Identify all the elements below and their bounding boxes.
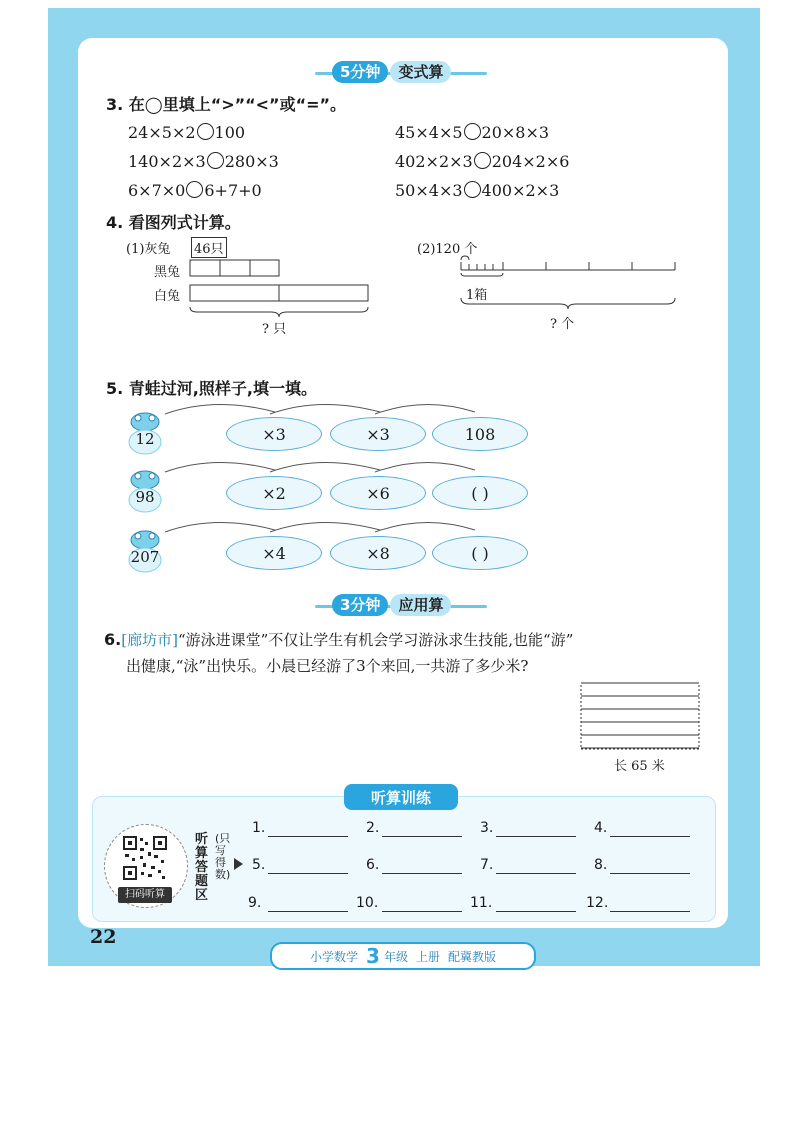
book-grade-number: 3 <box>366 944 380 968</box>
q4-p1-question: ? 只 <box>262 322 287 337</box>
brace <box>190 307 368 317</box>
compare-circle[interactable] <box>474 152 491 169</box>
q4-title: 4. 看图列式计算。 <box>106 213 241 232</box>
answer-number: 9. <box>248 895 262 911</box>
listen-title: 听算训练 <box>344 784 458 810</box>
result-cloud: 108 <box>432 417 528 451</box>
frog-icon <box>124 466 166 514</box>
section-name: 应用算 <box>390 594 451 616</box>
answer-blank[interactable] <box>382 873 462 874</box>
q4-p2-box: 1箱 <box>466 288 488 303</box>
answer-area-label: 听算答题区 <box>195 832 209 903</box>
arrow-right-icon <box>234 858 243 870</box>
answer-blank[interactable] <box>268 836 348 837</box>
q6-number: 6. <box>104 630 122 649</box>
q3-row-1-right: 45×4×5 20×8×3 <box>395 123 550 142</box>
answer-blank[interactable] <box>268 873 348 874</box>
pool-diagram <box>578 680 704 752</box>
answer-number: 11. <box>470 895 493 911</box>
section-header-application <box>332 594 451 616</box>
q6-line1: “游泳进课堂”不仅让学生有机会学习游泳求生技能,也能“游” <box>177 631 574 649</box>
brace-small-bottom <box>461 273 503 276</box>
answer-blank[interactable] <box>382 836 462 837</box>
answer-number: 1. <box>252 820 266 836</box>
book-volume: 上册 <box>415 949 440 964</box>
answer-blank[interactable] <box>496 873 576 874</box>
book-edition: 配冀教版 <box>447 949 496 964</box>
step-cloud: ×2 <box>226 476 322 510</box>
q3-row-2-left: 140×2×3 280×3 <box>128 152 279 171</box>
answer-number: 12. <box>586 895 609 911</box>
q4-black-label: 黑兔 <box>154 265 181 280</box>
qr-code-icon[interactable] <box>123 836 167 880</box>
q4-p1-value: 46只 <box>191 237 227 258</box>
compare-circle[interactable] <box>197 123 214 140</box>
q3-row-3-left: 6×7×0 6+7+0 <box>128 181 262 200</box>
tick-marks <box>461 262 675 270</box>
section-header-variant <box>332 61 451 83</box>
frog-icon <box>124 408 166 456</box>
answer-cloud[interactable]: ( ) <box>432 536 528 570</box>
answer-number: 10. <box>356 895 379 911</box>
brace-small <box>461 256 469 260</box>
step-cloud: ×3 <box>330 417 426 451</box>
jump-arcs <box>160 398 490 548</box>
answer-number: 2. <box>366 820 380 836</box>
answer-blank[interactable] <box>268 911 348 912</box>
step-cloud: ×6 <box>330 476 426 510</box>
answer-blank[interactable] <box>382 911 462 912</box>
q5-title: 5. 青蛙过河,照样子,填一填。 <box>106 379 317 398</box>
q6-region: [廊坊市] <box>121 631 178 649</box>
answer-number: 5. <box>252 857 266 873</box>
answer-blank[interactable] <box>496 911 576 912</box>
step-cloud: ×3 <box>226 417 322 451</box>
q3-row-3-right: 50×4×3 400×2×3 <box>395 181 560 200</box>
book-info-pill <box>270 942 536 970</box>
answer-blank[interactable] <box>496 836 576 837</box>
q6-text <box>104 627 714 679</box>
q4-line-diagram <box>455 252 685 312</box>
q4-white-label: 白兔 <box>154 289 181 304</box>
q4-bar-diagram <box>185 255 375 320</box>
frog-icon <box>124 526 166 574</box>
q3-title: 3. 在◯里填上“>”“<”或“=”。 <box>106 95 347 114</box>
frog-number: 207 <box>130 548 160 566</box>
compare-circle[interactable] <box>186 181 203 198</box>
answer-number: 8. <box>594 857 608 873</box>
q4-p2-label: (2)120 个 <box>417 242 478 257</box>
q3-right-column <box>395 118 569 205</box>
answer-area-note: (只写得数) <box>215 832 231 881</box>
answer-blank[interactable] <box>610 873 690 874</box>
section-name: 变式算 <box>390 61 451 83</box>
q3-row-1-left: 24×5×2 100 <box>128 123 246 142</box>
compare-circle[interactable] <box>207 152 224 169</box>
compare-circle[interactable] <box>464 181 481 198</box>
step-cloud: ×8 <box>330 536 426 570</box>
step-cloud: ×4 <box>226 536 322 570</box>
book-subject: 小学数学 <box>310 949 359 964</box>
page-number: 22 <box>90 926 117 948</box>
answer-blank[interactable] <box>610 911 690 912</box>
q4-p2-question: ? 个 <box>550 317 575 332</box>
frog-number: 98 <box>135 488 155 506</box>
brace <box>461 298 675 309</box>
book-grade: 年级 <box>383 949 408 964</box>
answer-number: 3. <box>480 820 494 836</box>
pool-length-label: 长 65 米 <box>614 759 665 774</box>
q4-p1-label: (1)灰兔 <box>126 242 171 257</box>
answer-number: 6. <box>366 857 380 873</box>
q3-row-2-right: 402×2×3 204×2×6 <box>395 152 570 171</box>
compare-circle[interactable] <box>464 123 481 140</box>
answer-number: 7. <box>480 857 494 873</box>
answer-blank[interactable] <box>610 836 690 837</box>
frog-number: 12 <box>135 430 155 448</box>
section-minutes: 5分钟 <box>332 61 388 83</box>
answer-cloud[interactable]: ( ) <box>432 476 528 510</box>
black-rabbit-bar <box>190 260 279 276</box>
section-minutes: 3分钟 <box>332 594 388 616</box>
answer-number: 4. <box>594 820 608 836</box>
qr-label: 扫码听算 <box>118 887 172 903</box>
q6-line2: 出健康,“泳”出快乐。小晨已经游了3个来回,一共游了多少米? <box>126 657 529 675</box>
q3-left-column <box>128 118 279 205</box>
